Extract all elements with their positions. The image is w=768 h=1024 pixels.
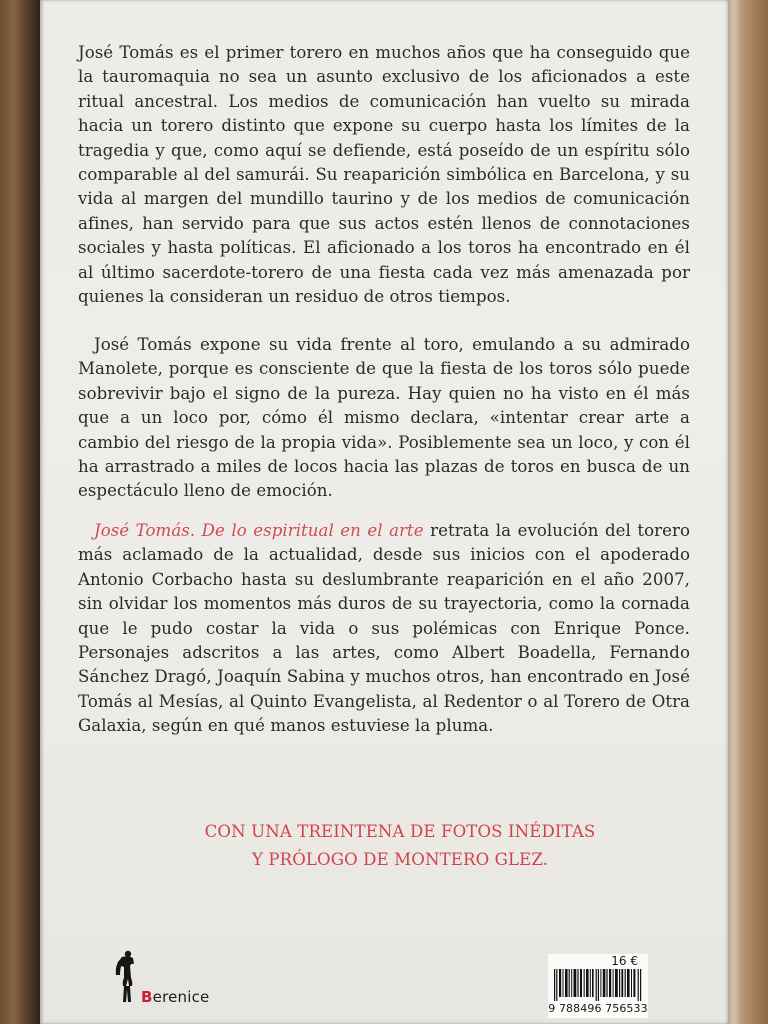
wooden-table-edge bbox=[728, 0, 768, 1024]
synopsis-paragraph-3 bbox=[78, 519, 690, 739]
publisher-logo bbox=[112, 946, 222, 1016]
tagline-line-1: CON UNA TREINTENA DE FOTOS INÉDITAS bbox=[204, 822, 596, 841]
isbn-number: 9 788496 756533 bbox=[548, 1002, 648, 1015]
synopsis-paragraph-1: José Tomás es el primer torero en muchos años que ha conseguido que la tauromaquia no sea un asunto exclusivo de los aficionados a este ritual ancestral. Los medios de comunicación han vuelto su mirada hacia un torero distinto que expone su cuerpo hasta los límites de la tragedia y que, como aquí se defiende, está poseído de un espíritu sólo comparable al del samurái. Su reaparición simbólica en Barcelona, y su vida al margen del mundillo taurino y de los medios de comunicación afines, han servido para que sus actos estén llenos de connotaciones sociales y hasta políticas. El aficionado a los toros ha encontrado en él al último sacerdote-torero de una fiesta cada vez más amenazada por quienes la consideran un residuo de otros tiempos. bbox=[78, 43, 690, 307]
book-title-inline: José Tomás. De lo espiritual en el arte bbox=[94, 521, 424, 540]
publisher-name: Berenice bbox=[141, 988, 210, 1006]
bullfighter-silhouette-logo-icon bbox=[112, 948, 142, 1008]
barcode-label bbox=[548, 954, 648, 1018]
photos-prologue-tagline bbox=[120, 818, 680, 874]
price-label: 16 € bbox=[611, 954, 638, 968]
tagline-line-2: Y PRÓLOGO DE MONTERO GLEZ. bbox=[251, 850, 549, 869]
synopsis-paragraph-2: José Tomás expone su vida frente al toro, emulando a su admirado Manolete, porque es consciente de que la fiesta de los toros sólo puede sobrevivir bajo el signo de la pureza. Hay quien no ha visto en él más que a un loco por, cómo él mismo declara, «intentar crear arte a cambio del riesgo de la propia vida». Posiblemente sea un loco, y con él ha arrastrado a miles de locos hacia las plazas de toros en busca de un espectáculo lleno de emoción. bbox=[78, 335, 690, 501]
barcode-icon bbox=[554, 969, 642, 1001]
synopsis-paragraph-3-body: retrata la evolución del torero más aclamado de la actualidad, desde sus inicios con el apoderado Antonio Corbacho hasta su deslumbrante reaparición en el año 2007, sin olvidar los momentos más duros de su trayectoria, como la cornada que le pudo costar la vida o sus polémicas con Enrique Ponce. Personajes adscritos a las artes, como Albert Boadella, Fernando Sánchez Dragó, Joaquín Sabina y muchos otros, han encontrado en José Tomás al Mesías, al Quinto Evangelista, al Redentor o al Torero de Otra Galaxia, según en qué manos estuviese la pluma. bbox=[78, 521, 690, 736]
